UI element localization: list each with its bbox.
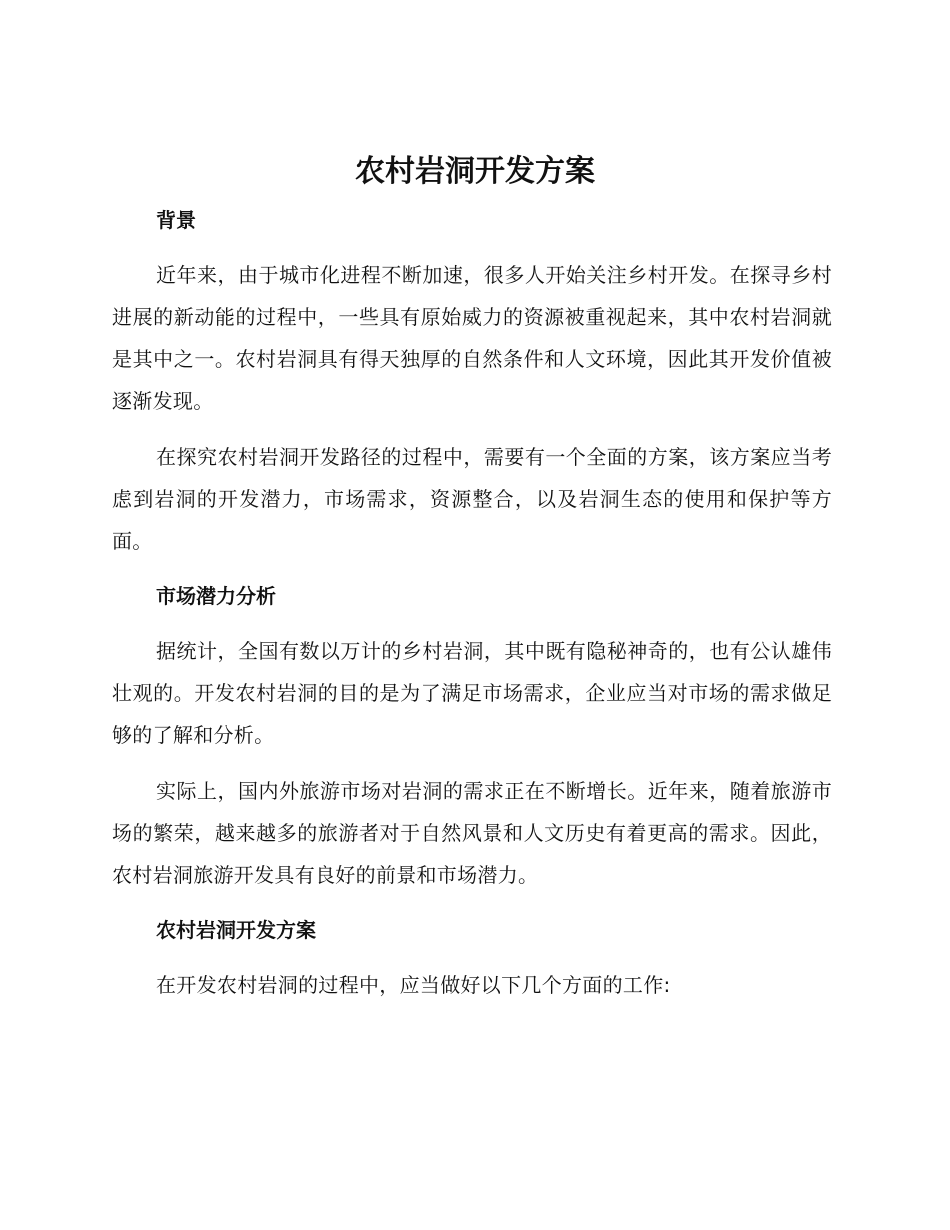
paragraph-background-2: 在探究农村岩洞开发路径的过程中，需要有一个全面的方案，该方案应当考虑到岩洞的开发潜力，市场需求，资源整合，以及岩洞生态的使用和保护等方面。 xyxy=(112,445,832,553)
document-title: 农村岩洞开发方案 xyxy=(355,154,595,189)
section-heading-development-plan: 农村岩洞开发方案 xyxy=(156,918,316,942)
section-heading-market-analysis: 市场潜力分析 xyxy=(156,584,276,608)
paragraph-market-analysis-1: 据统计，全国有数以万计的乡村岩洞，其中既有隐秘神奇的，也有公认雄伟壮观的。开发农村岩洞的目的是为了满足市场需求，企业应当对市场的需求做足够的了解和分析。 xyxy=(112,639,832,747)
paragraph-market-analysis-2: 实际上，国内外旅游市场对岩洞的需求正在不断增长。近年来，随着旅游市场的繁荣，越来越多的旅游者对于自然风景和人文历史有着更高的需求。因此，农村岩洞旅游开发具有良好的前景和市场潜力。 xyxy=(112,779,832,887)
section-heading-background: 背景 xyxy=(156,208,196,232)
paragraph-background-1: 近年来，由于城市化进程不断加速，很多人开始关注乡村开发。在探寻乡村进展的新动能的过程中，一些具有原始威力的资源被重视起来，其中农村岩洞就是其中之一。农村岩洞具有得天独厚的自然条件和人文环境，因此其开发价值被逐渐发现。 xyxy=(112,263,832,413)
paragraph-development-plan-1: 在开发农村岩洞的过程中，应当做好以下几个方面的工作: xyxy=(156,973,671,997)
